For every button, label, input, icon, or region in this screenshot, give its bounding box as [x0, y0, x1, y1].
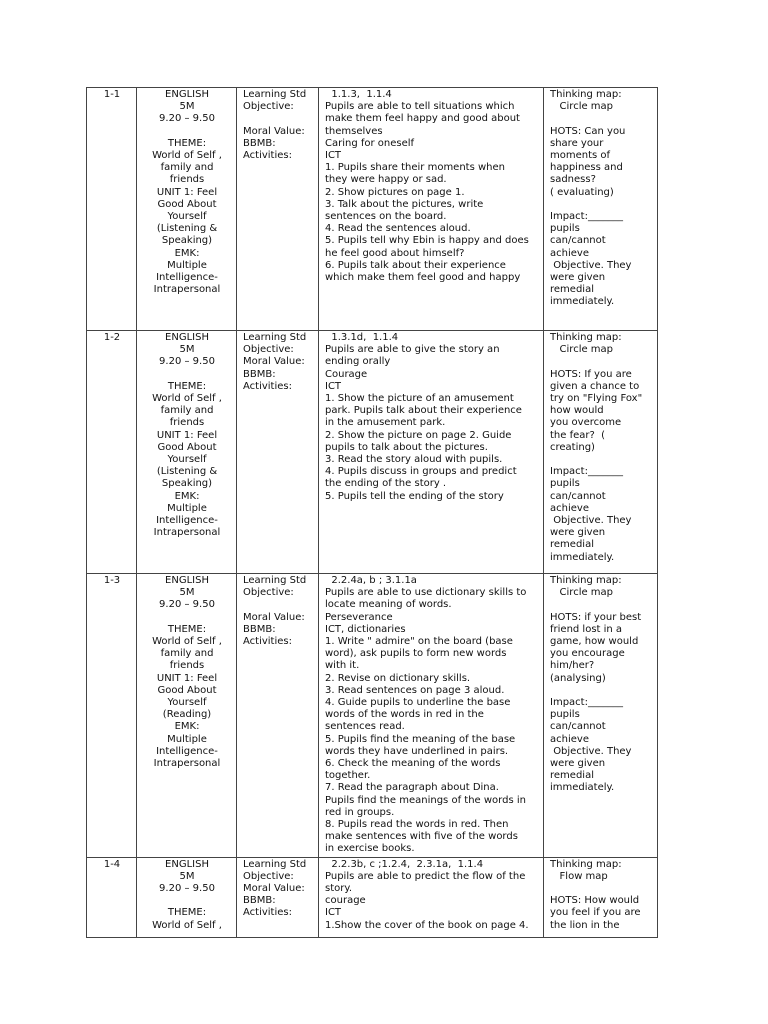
notes-cell-line: Flow map	[550, 870, 608, 882]
subject-cell-line: ENGLISH	[165, 89, 209, 100]
subject-cell-line: THEME:	[167, 380, 207, 392]
details-cell-line: story.	[325, 883, 353, 895]
details-cell-line: 5. Pupils tell why Ebin is happy and does	[325, 235, 529, 247]
notes-cell-line	[550, 599, 652, 611]
notes-cell-line: pupils	[550, 709, 580, 721]
notes-cell-line: remedial	[550, 539, 594, 551]
details-cell	[319, 88, 544, 331]
subject-cell-line: Intrapersonal	[153, 284, 221, 296]
subject-cell-line: Intrapersonal	[153, 527, 221, 539]
subject-cell-line: friends	[169, 174, 205, 186]
subject-cell-line: (Reading)	[162, 709, 212, 721]
label-cell-line	[243, 599, 313, 611]
notes-cell-line: Thinking map:	[550, 575, 622, 586]
notes-cell-line: the fear? ( creating)	[550, 429, 609, 453]
notes-cell-line: can/cannot	[550, 721, 606, 733]
notes-cell-line: pupils	[550, 478, 580, 490]
subject-cell-line: family and	[160, 405, 214, 417]
details-cell-line: 3. Talk about the pictures, write	[325, 198, 484, 210]
subject-cell-line: Multiple	[167, 733, 207, 745]
subject-cell-line: 5M	[179, 344, 195, 356]
subject-cell-line: World of Self ,	[152, 919, 222, 931]
details-cell-line: word), ask pupils to form new words	[325, 648, 507, 660]
subject-cell-line	[143, 126, 231, 138]
details-cell-line: 1.3.1d, 1.1.4	[325, 332, 399, 343]
notes-cell-line: pupils	[550, 223, 580, 235]
label-cell	[237, 331, 319, 574]
label-cell-line: Moral Value:	[243, 883, 305, 895]
details-cell-line: make sentences with five of the words	[325, 831, 518, 843]
details-cell-line: Pupils are able to give the story an	[325, 344, 500, 356]
details-cell	[319, 574, 544, 858]
lesson-row	[87, 574, 658, 858]
label-cell-line: BBMB:	[243, 895, 276, 907]
subject-cell-line: THEME:	[167, 137, 207, 149]
subject-cell-line: 5M	[179, 587, 195, 599]
details-cell-line: ICT, dictionaries	[325, 623, 406, 635]
label-cell-line: Objective:	[243, 101, 294, 113]
details-cell-line: 1. Pupils share their moments when	[325, 162, 505, 174]
details-cell-line: sentences read.	[325, 721, 405, 733]
notes-cell-line: you overcome	[550, 417, 622, 429]
subject-cell-line: Speaking)	[161, 478, 213, 490]
label-cell-line: Objective:	[243, 344, 294, 356]
notes-cell-line: achieve	[550, 247, 589, 259]
notes-cell-line: Circle map	[550, 587, 614, 599]
subject-cell-line: EMK:	[174, 490, 200, 502]
subject-cell-line: Intelligence-	[156, 515, 218, 527]
notes-cell-line: Circle map	[550, 344, 614, 356]
details-cell-line: he feel good about himself?	[325, 247, 465, 259]
subject-cell-line: Intrapersonal	[153, 758, 221, 770]
notes-cell-line: HOTS: if your best	[550, 611, 642, 623]
notes-cell-line: were given	[550, 758, 606, 770]
notes-cell-line: you encourage	[550, 648, 625, 660]
details-cell-line: locate meaning of words.	[325, 599, 452, 611]
subject-cell-line	[143, 369, 231, 381]
details-cell-line: together.	[325, 770, 371, 782]
day-label: 1-2	[103, 332, 121, 343]
subject-cell-line: World of Self ,	[152, 150, 222, 162]
subject-cell-line: THEME:	[167, 623, 207, 635]
notes-cell-line: you feel if you are	[550, 907, 641, 919]
subject-cell-line: UNIT 1: Feel	[156, 429, 218, 441]
details-cell-line: sentences on the board.	[325, 211, 447, 223]
label-cell-line: Activities:	[243, 380, 292, 392]
details-cell-line: 1.1.3, 1.1.4	[325, 89, 392, 100]
notes-cell-line: HOTS: If you are	[550, 368, 632, 380]
details-cell-line: 4. Read the sentences aloud.	[325, 223, 471, 235]
subject-cell-line: (Listening &	[156, 466, 218, 478]
subject-cell-line: 5M	[179, 101, 195, 113]
notes-cell-line: him/her?	[550, 660, 595, 672]
details-cell-line: 5. Pupils tell the ending of the story	[325, 490, 504, 502]
label-cell-line	[243, 113, 313, 125]
label-cell-line: BBMB:	[243, 623, 276, 635]
details-cell-line: ICT	[325, 907, 342, 919]
subject-cell	[137, 331, 237, 574]
notes-cell-line: Impact:_______	[550, 697, 623, 709]
subject-cell-line: 9.20 – 9.50	[159, 599, 215, 611]
subject-cell-line: 9.20 – 9.50	[159, 356, 215, 368]
notes-cell	[544, 88, 658, 331]
notes-cell-line: immediately.	[550, 296, 615, 308]
label-cell	[237, 574, 319, 858]
subject-cell-line: friends	[169, 660, 205, 672]
label-cell-line: Learning Std	[243, 858, 307, 870]
day-label: 1-4	[103, 858, 121, 870]
label-cell-line: Moral Value:	[243, 356, 305, 368]
details-cell-line: 8. Pupils read the words in red. Then	[325, 819, 509, 831]
notes-cell-line: Impact:_______	[550, 211, 623, 223]
details-cell-line: Pupils are able to predict the flow of the	[325, 870, 526, 882]
details-cell-line: with it.	[325, 660, 360, 672]
details-cell-line: ICT	[325, 150, 342, 162]
notes-cell-line	[550, 685, 652, 697]
notes-cell-line: ( evaluating)	[550, 186, 614, 198]
details-cell-line: 2. Show the picture on page 2. Guide	[325, 429, 512, 441]
subject-cell-line: World of Self ,	[152, 636, 222, 648]
notes-cell-line: happiness and	[550, 162, 623, 174]
details-cell-line: themselves	[325, 125, 383, 137]
notes-cell-line: Objective. They	[550, 745, 632, 757]
details-cell-line: Perseverance	[325, 611, 393, 623]
subject-cell-line: Good About	[157, 198, 217, 210]
details-cell-line: 2. Show pictures on page 1.	[325, 186, 465, 198]
notes-cell-line: how would	[550, 405, 604, 417]
details-cell-line: ending orally	[325, 356, 391, 368]
lesson-plan-table	[86, 87, 658, 938]
day-label: 1-1	[103, 89, 121, 100]
label-cell-line: Activities:	[243, 907, 292, 919]
notes-cell-line: moments of	[550, 150, 611, 162]
details-cell-line: courage	[325, 895, 366, 907]
details-cell-line: the ending of the story .	[325, 478, 447, 490]
details-cell-line: they were happy or sad.	[325, 174, 447, 186]
details-cell-line: make them feel happy and good about	[325, 113, 520, 125]
day-label: 1-3	[103, 575, 121, 586]
notes-cell-line: Objective. They	[550, 515, 632, 527]
details-cell-line: pupils to talk about the pictures.	[325, 441, 488, 453]
notes-cell-line: (analysing)	[550, 672, 606, 684]
subject-cell-line: UNIT 1: Feel	[156, 672, 218, 684]
details-cell-line: 2.2.4a, b ; 3.1.1a	[325, 575, 417, 586]
day-cell	[87, 574, 137, 858]
details-cell-line: 4. Guide pupils to underline the base	[325, 697, 511, 709]
day-cell	[87, 88, 137, 331]
details-cell	[319, 331, 544, 574]
subject-cell-line: friends	[169, 417, 205, 429]
notes-cell-line: achieve	[550, 502, 589, 514]
notes-cell-line	[550, 199, 652, 211]
notes-cell-line: share your	[550, 137, 604, 149]
label-cell	[237, 857, 319, 937]
notes-cell-line: the lion in the	[550, 919, 620, 931]
subject-cell	[137, 574, 237, 858]
subject-cell-line: ENGLISH	[165, 332, 209, 343]
subject-cell-line: 9.20 – 9.50	[159, 883, 215, 895]
label-cell-line: Activities:	[243, 150, 292, 162]
subject-cell-line: Good About	[157, 684, 217, 696]
notes-cell-line: Objective. They	[550, 259, 632, 271]
notes-cell-line: Circle map	[550, 101, 614, 113]
label-cell-line: Activities:	[243, 636, 292, 648]
label-cell-line: Objective:	[243, 870, 294, 882]
subject-cell-line: Yourself	[167, 454, 207, 466]
notes-cell-line: immediately.	[550, 551, 615, 563]
subject-cell-line: 5M	[179, 870, 195, 882]
label-cell-line: Learning Std	[243, 89, 307, 100]
subject-cell-line: Speaking)	[161, 235, 213, 247]
notes-cell-line	[550, 356, 652, 368]
notes-cell-line: sadness?	[550, 174, 596, 186]
details-cell-line: in exercise books.	[325, 843, 415, 855]
details-cell-line: 1. Show the picture of an amusement	[325, 393, 514, 405]
subject-cell-line: THEME:	[167, 907, 207, 919]
label-cell	[237, 88, 319, 331]
details-cell-line: 7. Read the paragraph about Dina.	[325, 782, 499, 794]
notes-cell	[544, 574, 658, 858]
label-cell-line: Learning Std	[243, 332, 307, 343]
details-cell-line: 5. Pupils find the meaning of the base	[325, 733, 516, 745]
lesson-plan-body	[87, 88, 658, 938]
details-cell-line: ICT	[325, 380, 342, 392]
subject-cell	[137, 88, 237, 331]
label-cell-line: BBMB:	[243, 368, 276, 380]
details-cell-line: 1.Show the cover of the book on page 4.	[325, 919, 529, 931]
subject-cell-line: ENGLISH	[165, 858, 209, 870]
notes-cell-line: remedial	[550, 770, 594, 782]
subject-cell-line: family and	[160, 162, 214, 174]
subject-cell-line: Yourself	[167, 211, 207, 223]
subject-cell-line: Good About	[157, 441, 217, 453]
notes-cell-line	[550, 113, 652, 125]
lesson-row	[87, 857, 658, 937]
details-cell-line: words they have underlined in pairs.	[325, 745, 509, 757]
notes-cell-line	[550, 883, 652, 895]
details-cell-line: which make them feel good and happy	[325, 272, 521, 284]
notes-cell-line: were given	[550, 272, 606, 284]
details-cell-line: Pupils are able to tell situations which	[325, 101, 515, 113]
subject-cell-line	[143, 612, 231, 624]
subject-cell	[137, 857, 237, 937]
notes-cell-line	[550, 454, 652, 466]
details-cell-line: Pupils are able to use dictionary skills to	[325, 587, 527, 599]
notes-cell-line: can/cannot	[550, 235, 606, 247]
subject-cell-line: Multiple	[167, 259, 207, 271]
notes-cell	[544, 857, 658, 937]
details-cell-line: red in groups.	[325, 806, 395, 818]
notes-cell-line: remedial	[550, 284, 594, 296]
lesson-row	[87, 331, 658, 574]
subject-cell-line: EMK:	[174, 721, 200, 733]
subject-cell-line: World of Self ,	[152, 393, 222, 405]
label-cell-line: Moral Value:	[243, 125, 305, 137]
details-cell-line: words of the words in red in the	[325, 709, 484, 721]
subject-cell-line: Intelligence-	[156, 745, 218, 757]
details-cell-line: Pupils find the meanings of the words in	[325, 794, 526, 806]
notes-cell-line: Thinking map:	[550, 332, 622, 343]
notes-cell-line: Thinking map:	[550, 858, 622, 870]
label-cell-line: BBMB:	[243, 137, 276, 149]
notes-cell-line: try on "Flying Fox"	[550, 393, 643, 405]
notes-cell-line: friend lost in a	[550, 623, 623, 635]
details-cell-line: 4. Pupils discuss in groups and predict	[325, 466, 517, 478]
subject-cell-line: family and	[160, 648, 214, 660]
details-cell-line: Caring for oneself	[325, 137, 415, 149]
subject-cell-line	[143, 895, 231, 907]
notes-cell-line: game, how would	[550, 636, 639, 648]
label-cell-line: Learning Std	[243, 575, 307, 586]
details-cell-line: 1. Write " admire" on the board (base	[325, 636, 513, 648]
notes-cell-line: were given	[550, 527, 606, 539]
details-cell-line: 2. Revise on dictionary skills.	[325, 672, 471, 684]
notes-cell-line: HOTS: Can you	[550, 125, 626, 137]
notes-cell-line: HOTS: How would	[550, 895, 640, 907]
subject-cell-line: UNIT 1: Feel	[156, 186, 218, 198]
details-cell-line: park. Pupils talk about their experience	[325, 405, 522, 417]
notes-cell-line: can/cannot	[550, 490, 606, 502]
details-cell-line: 3. Read the story aloud with pupils.	[325, 454, 503, 466]
notes-cell-line: Impact:_______	[550, 466, 623, 478]
subject-cell-line: 9.20 – 9.50	[159, 113, 215, 125]
details-cell-line: in the amusement park.	[325, 417, 446, 429]
notes-cell	[544, 331, 658, 574]
notes-cell-line: achieve	[550, 733, 589, 745]
lesson-row	[87, 88, 658, 331]
notes-cell-line: given a chance to	[550, 380, 640, 392]
details-cell-line: 3. Read sentences on page 3 aloud.	[325, 684, 505, 696]
notes-cell-line: Thinking map:	[550, 89, 622, 100]
details-cell-line: Courage	[325, 368, 368, 380]
day-cell	[87, 857, 137, 937]
details-cell-line: 6. Pupils talk about their experience	[325, 259, 506, 271]
label-cell-line: Objective:	[243, 587, 294, 599]
subject-cell-line: Multiple	[167, 502, 207, 514]
details-cell-line: 2.2.3b, c ;1.2.4, 2.3.1a, 1.1.4	[325, 858, 484, 870]
label-cell-line: Moral Value:	[243, 611, 305, 623]
subject-cell-line: Intelligence-	[156, 272, 218, 284]
details-cell-line: 6. Check the meaning of the words	[325, 758, 501, 770]
subject-cell-line: Yourself	[167, 697, 207, 709]
day-cell	[87, 331, 137, 574]
notes-cell-line: immediately.	[550, 782, 615, 794]
details-cell	[319, 857, 544, 937]
subject-cell-line: (Listening &	[156, 223, 218, 235]
subject-cell-line: ENGLISH	[165, 575, 209, 586]
subject-cell-line: EMK:	[174, 247, 200, 259]
